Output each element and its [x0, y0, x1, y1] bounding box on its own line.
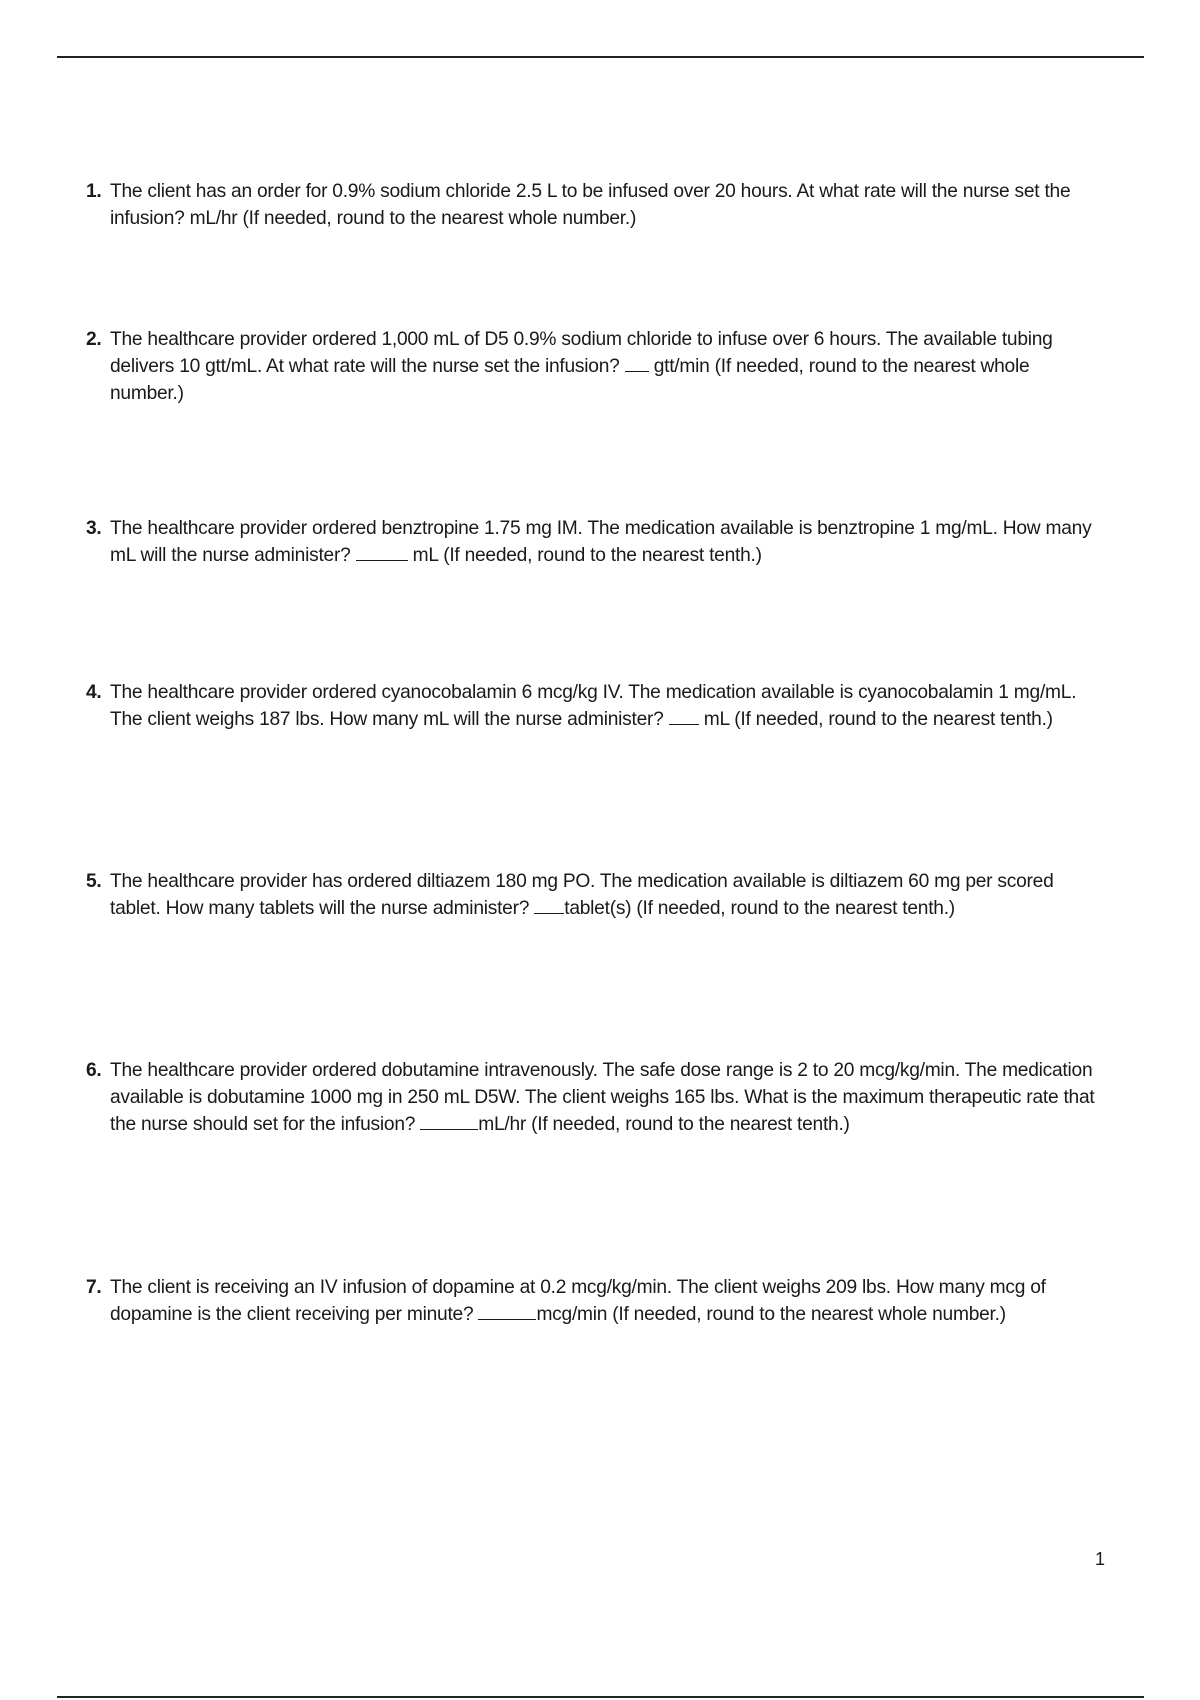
question-text-part: The client is receiving an IV infusion of dopamine at 0.2 mcg/kg/min. The client weighs 209 lbs. How many mcg of dopamine is the client receiving per minute?	[110, 1277, 1046, 1325]
question-text	[110, 178, 1096, 232]
answer-blank[interactable]	[669, 706, 699, 725]
question-text	[110, 326, 1096, 407]
question-text-part: mcg/min (If needed, round to the nearest whole number.)	[536, 1304, 1006, 1325]
answer-blank[interactable]	[534, 895, 564, 914]
question-6	[86, 1057, 1096, 1138]
question-text-part: The healthcare provider has ordered diltiazem 180 mg PO. The medication available is diltiazem 60 mg per scored tablet. How many tablets will the nurse administer?	[110, 871, 1054, 919]
question-number: 3.	[86, 518, 102, 539]
question-text	[110, 515, 1096, 569]
question-number: 2.	[86, 329, 102, 350]
question-text	[110, 1057, 1096, 1138]
question-7	[86, 1274, 1096, 1328]
question-text	[110, 679, 1096, 733]
question-number: 6.	[86, 1060, 102, 1081]
page-number: 1	[1094, 1549, 1105, 1569]
question-2	[86, 326, 1096, 407]
question-text	[110, 1274, 1096, 1328]
question-text-part: The healthcare provider ordered 1,000 mL of D5 0.9% sodium chloride to infuse over 6 hours. The available tubing delivers 10 gtt/mL. At what rate will the nurse set the infusion?	[110, 329, 1053, 377]
question-number: 1.	[86, 181, 102, 202]
question-1	[86, 178, 1096, 232]
question-number: 4.	[86, 682, 102, 703]
question-text-part: The healthcare provider ordered dobutamine intravenously. The safe dose range is 2 to 20 mcg/kg/min. The medication available is dobutamine 1000 mg in 250 mL D5W. The client weighs 165 lbs. What is the maximum therapeutic rate that the nurse should set for the infusion?	[110, 1060, 1095, 1135]
question-text-part: The client has an order for 0.9% sodium chloride 2.5 L to be infused over 20 hours. At what rate will the nurse set the infusion? mL/hr (If needed, round to the nearest whole number.)	[110, 181, 1071, 229]
answer-blank[interactable]	[625, 353, 649, 372]
question-text-part: gtt/min (If needed, round to the nearest whole number.)	[110, 356, 1030, 404]
question-4	[86, 679, 1096, 733]
question-text-part: mL (If needed, round to the nearest tenth.)	[407, 545, 762, 566]
question-number: 5.	[86, 871, 102, 892]
question-text-part: mL (If needed, round to the nearest tenth.)	[698, 709, 1053, 730]
footer-rule	[57, 1696, 1144, 1698]
header-rule	[57, 56, 1144, 58]
question-text-part: mL/hr (If needed, round to the nearest tenth.)	[478, 1114, 850, 1135]
question-3	[86, 515, 1096, 569]
answer-blank[interactable]	[356, 542, 408, 561]
question-5	[86, 868, 1096, 922]
question-number: 7.	[86, 1277, 102, 1298]
answer-blank[interactable]	[478, 1301, 536, 1320]
answer-blank[interactable]	[420, 1111, 478, 1130]
question-text-part: tablet(s) (If needed, round to the nearest tenth.)	[564, 898, 955, 919]
question-text	[110, 868, 1096, 922]
question-text-part: The healthcare provider ordered benztropine 1.75 mg IM. The medication available is benztropine 1 mg/mL. How many mL will the nurse administer?	[110, 518, 1092, 566]
question-text-part: The healthcare provider ordered cyanocobalamin 6 mcg/kg IV. The medication available is cyanocobalamin 1 mg/mL. The client weighs 187 lbs. How many mL will the nurse administer?	[110, 682, 1077, 730]
